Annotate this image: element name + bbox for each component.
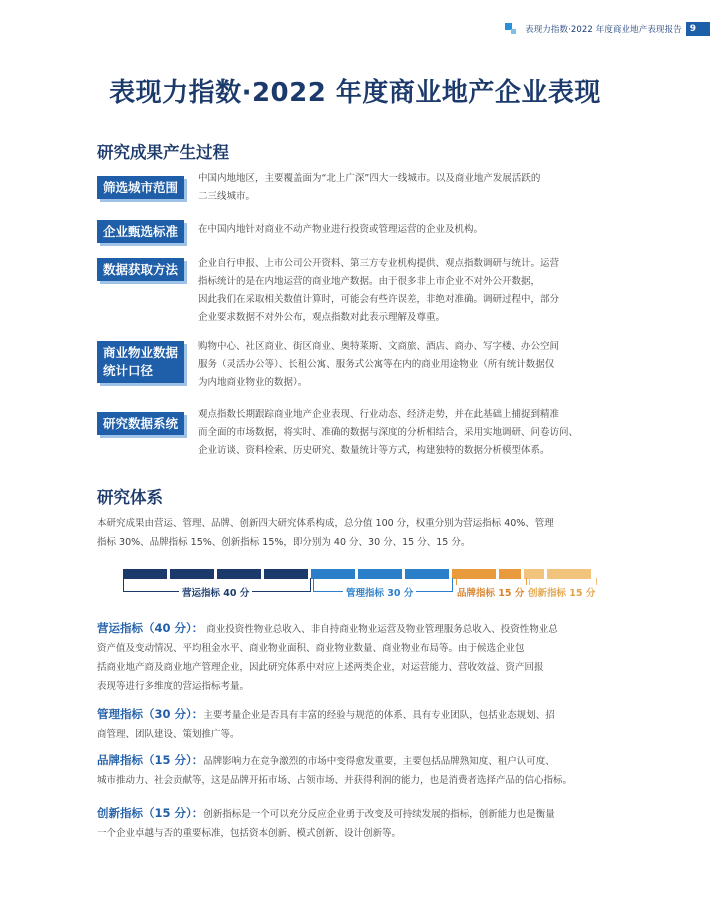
weight-bar [123, 569, 598, 601]
desc-line: 因此我们在采取相关数值计算时，可能会有些许误差，非绝对准确。调研过程中，部分 [198, 294, 560, 305]
process-item [97, 406, 617, 462]
desc-line: 二三线城市。 [198, 191, 256, 202]
process-desc [198, 221, 483, 239]
para-line [97, 705, 619, 725]
indicator-operation [97, 619, 619, 696]
indicator-lead: 营运指标（40 分）： [97, 621, 204, 635]
tag-line: 商业物业数据 [103, 345, 179, 360]
desc-line: 指标统计的是在内地运营的商业地产数据。由于很多非上市企业不对外公开数据， [198, 276, 541, 287]
section-title-system: 研究体系 [97, 488, 163, 507]
process-tag: 数据获取方法 [97, 258, 184, 281]
indicator-lead: 品牌指标（15 分）： [97, 753, 204, 767]
section-title-process: 研究成果产生过程 [97, 143, 229, 162]
para-line: 表现等进行多维度的营运指标考量。 [97, 681, 250, 692]
process-tag [97, 341, 184, 383]
desc-line: 企业自行申报、上市公司公开资料、第三方专业机构提供、观点指数调研与统计。运营 [198, 258, 560, 269]
process-desc [198, 255, 559, 327]
para-line: 城市推动力、社会贡献等，这是品牌开拓市场、占领市场、并获得利润的能力，也是消费者选择产品的信心指标。 [97, 775, 573, 786]
para-text: 创新指标是一个可以充分反应企业勇于改变及可持续发展的指标，创新能力也是衡量 [203, 809, 555, 820]
label-management: 管理指标 30 分 [343, 585, 416, 599]
process-tag: 企业甄选标准 [97, 220, 184, 243]
para-text: 主要考量企业是否具有丰富的经验与规范的体系、具有专业团队，包括业态规划、招 [203, 710, 555, 721]
indicator-management [97, 705, 619, 744]
process-tag: 研究数据系统 [97, 412, 184, 435]
indicator-brand [97, 751, 619, 790]
process-tag: 筛选城市范围 [97, 176, 184, 199]
desc-line: 为内地商业物业的数据）。 [198, 377, 308, 388]
para-line: 资产值及变动情况、平均租金水平、商业物业面积、商业物业数量、商业物业布局等。由于候选企业包 [97, 643, 525, 654]
intro-line: 本研究成果由营运、管理、品牌、创新四大研究体系构成，总分值 100 分，权重分别为营运指标 40%、管理 [97, 518, 554, 529]
process-desc [198, 406, 578, 460]
desc-line: 企业访谈、资料检索、历史研究、数量统计等方式，构建独特的数据分析模型体系。 [198, 445, 550, 456]
desc-line: 购物中心、社区商业、街区商业、奥特莱斯、文商旅、酒店、商办、写字楼、办公空间 [198, 341, 560, 352]
running-title: 表现力指数·2022 年度商业地产表现报告 [525, 25, 682, 35]
page-title: 表现力指数·2022 年度商业地产企业表现 [109, 78, 601, 108]
process-desc [198, 170, 540, 206]
para-line: 括商业地产商及商业地产管理企业，因此研究体系中对应上述两类企业，对运营能力、营收效益、资产回报 [97, 662, 544, 673]
desc-line: 观点指数长期跟踪商业地产企业表现、行业动态、经济走势，并在此基础上捕捉到精准 [198, 409, 560, 420]
desc-line: 服务（灵活办公等）、长租公寓、服务式公寓等在内的商业用途物业（所有统计数据仅 [198, 359, 555, 370]
process-item [97, 170, 617, 210]
indicator-lead: 管理指标（30 分）： [97, 707, 204, 721]
process-item [97, 338, 617, 394]
process-desc [198, 338, 559, 392]
desc-line: 而全面的市场数据，将实时、准确的数据与深度的分析相结合，采用实地调研、问卷访问、 [198, 427, 579, 438]
intro-line: 指标 30%、品牌指标 15%、创新指标 15%，即分别为 40 分、30 分、15 分、15 分。 [97, 537, 471, 548]
para-line [97, 619, 619, 639]
system-intro [97, 514, 619, 552]
indicator-lead: 创新指标（15 分）： [97, 806, 204, 820]
para-text: 品牌影响力在竞争激烈的市场中变得愈发重要，主要包括品牌熟知度、租户认可度、 [203, 756, 555, 767]
running-header [521, 22, 710, 36]
desc-line: 在中国内地针对商业不动产物业进行投资或管理运营的企业及机构。 [198, 224, 484, 235]
process-item [97, 220, 617, 244]
tag-line: 统计口径 [103, 363, 154, 378]
para-line: 商管理、团队建设、策划推广等。 [97, 729, 240, 740]
label-innovation: 创新指标 15 分 [525, 585, 598, 599]
label-brand: 品牌指标 15 分 [454, 585, 527, 599]
para-line [97, 804, 619, 824]
desc-line: 企业要求数据不对外公布，观点指数对此表示理解及尊重。 [198, 312, 446, 323]
para-text: 商业投资性物业总收入、非自持商业物业运营及物业管理服务总收入、投资性物业总 [203, 624, 558, 635]
para-line: 一个企业卓越与否的重要标准，包括资本创新、模式创新、设计创新等。 [97, 828, 402, 839]
para-line [97, 751, 619, 771]
label-operation: 营运指标 40 分 [179, 585, 252, 599]
process-item [97, 255, 617, 329]
page-number: 9 [686, 22, 710, 36]
indicator-innovation [97, 804, 619, 843]
desc-line: 中国内地地区，主要覆盖面为“北上广深”四大一线城市。以及商业地产发展活跃的 [198, 173, 541, 184]
